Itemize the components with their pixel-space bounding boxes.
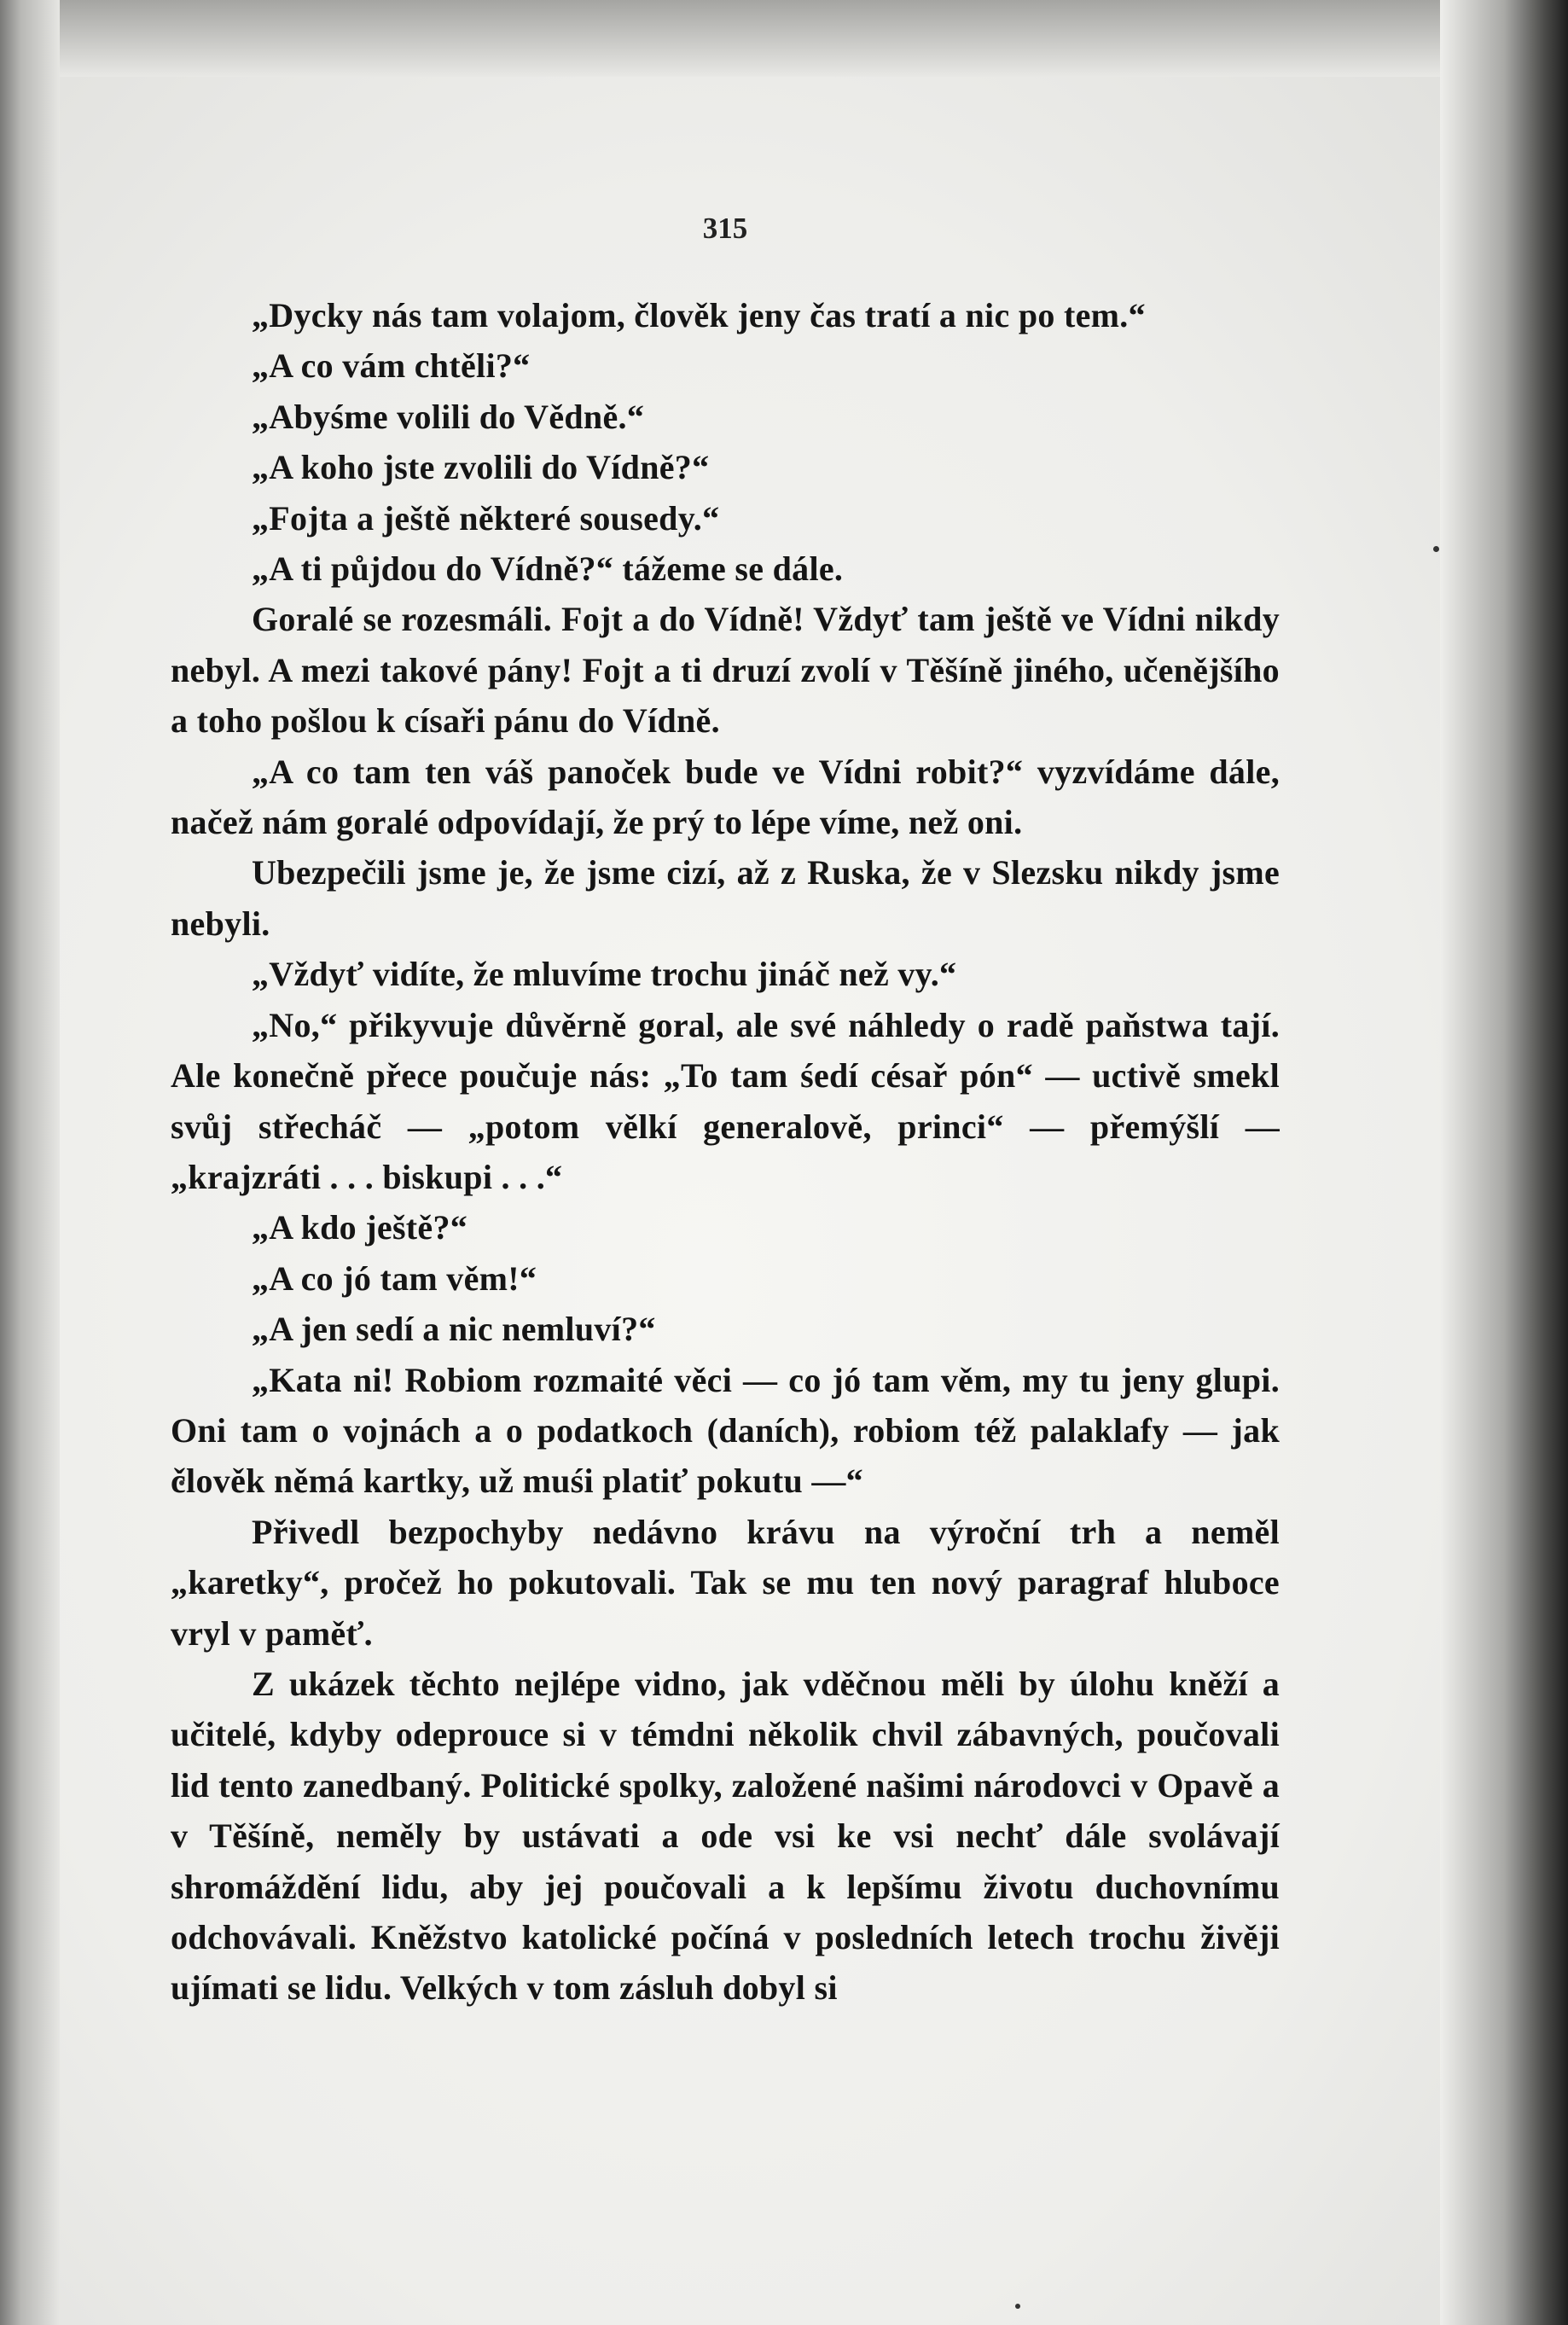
page-top-shadow	[0, 0, 1568, 77]
paragraph: „A ti půjdou do Vídně?“ tážeme se dále.	[252, 549, 844, 589]
paragraph: „A co tam ten váš panoček bude ve Vídni robit?“ vyzvídáme dále, načež nám goralé odpovídají, že prý to lépe víme, než oni.	[171, 752, 1280, 842]
scan-speck	[1015, 2304, 1020, 2309]
paragraph: „A jen sedí a nic nemluví?“	[252, 1310, 656, 1349]
paragraph: „Abyśme volili do Vědně.“	[252, 397, 645, 436]
paragraph: Goralé se rozesmáli. Fojt a do Vídně! Vždyť tam ještě ve Vídni nikdy nebyl. A mezi takové pány! Fojt a ti druzí zvolí v Těšíně jiného, učenějšího a toho pošlou k císaři pánu do Vídně.	[171, 600, 1280, 741]
paragraph: „Fojta a ještě některé sousedy.“	[252, 498, 720, 538]
paragraph: „Dycky nás tam volajom, člověk jeny čas tratí a nic po tem.“	[252, 296, 1146, 334]
page-right-shadow	[1440, 0, 1568, 2325]
scan-speck	[1433, 546, 1439, 552]
paragraph: Ubezpečili jsme je, že jsme cizí, až z Ruska, že v Slezsku nikdy jsme nebyli.	[171, 853, 1280, 943]
paragraph: Přivedl bezpochyby nedávno krávu na výroční trh a neměl „karetky“, pročež ho pokutovali. Tak se mu ten nový paragraf hluboce vryl v paměť.	[171, 1512, 1280, 1653]
paragraph: „A kdo ještě?“	[252, 1208, 468, 1247]
paragraph: „A co vám chtěli?“	[252, 346, 531, 386]
paragraph: „A co jó tam věm!“	[252, 1258, 537, 1298]
page-number: 315	[702, 212, 748, 245]
paragraph: Z ukázek těchto nejlépe vidno, jak vděčnou měli by úlohu kněží a učitelé, kdyby odeprouce si v témdni několik chvil zábavných, poučovali lid tento zanedbaný. Politické spolky, založené našimi národovci v Opavě a v Těšíně, neměly by ustávati a ode vsi ke vsi nechť dále svolávají shromáždění lidu, aby jej poučovali a k lepšímu životu duchovnímu odchovávali. Kněžstvo katolické počíná v posledních letech trochu živěji ujímati se lidu. Velkých v tom zásluh dobyl si	[171, 1664, 1280, 2008]
paragraph: „Vždyť vidíte, že mluvíme trochu jináč než vy.“	[252, 955, 957, 994]
paragraph: „No,“ přikyvuje důvěrně goral, ale své náhledy o radě paňstwa tají. Ale konečně přece poučuje nás: „To tam śedí césař pón“ — uctivě smekl svůj střecháč — „potom vělkí generalově, princi“ — přemýšlí — „krajzráti . . . biskupi . . .“	[171, 1005, 1280, 1196]
page-left-shadow	[0, 0, 60, 2325]
paragraph: „Kata ni! Robiom rozmaité věci — co jó tam věm, my tu jeny glupi. Oni tam o vojnách a o podatkoch (daních), robiom též palaklafy — jak člověk němá kartky, už muśi platiť pokutu —“	[171, 1360, 1280, 1501]
paragraph: „A koho jste zvolili do Vídně?“	[252, 448, 710, 487]
body-text	[171, 290, 1280, 2014]
